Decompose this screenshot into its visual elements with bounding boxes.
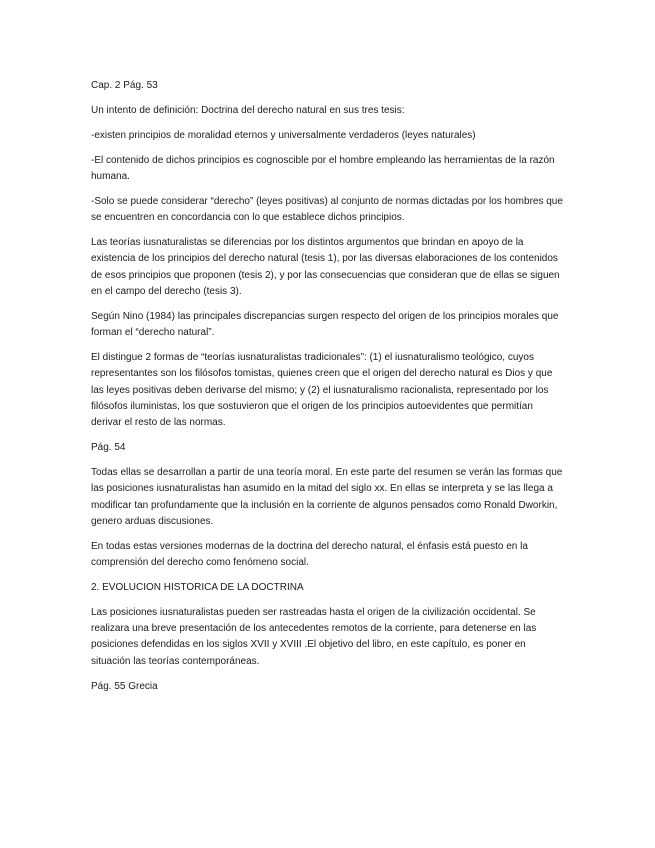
- thesis-2: -El contenido de dichos principios es cognoscible por el hombre empleando las herramientas de la razón humana.: [91, 154, 555, 182]
- page-heading-55: Pág. 55 Grecia: [91, 680, 158, 692]
- section-heading-historical-evolution: 2. EVOLUCION HISTORICA DE LA DOCTRINA: [91, 581, 304, 593]
- paragraph-moral-theory: Todas ellas se desarrollan a partir de una teoría moral. En este parte del resumen se verán las formas que las posiciones iusnaturalistas han asumido en la mitad del siglo xx. En ellas se interpreta y se las llega a modificar tan profundamente que la inclusión en la corriente de algunos pensados como Ronald Dworkin, genero arduas discusiones.: [91, 466, 563, 527]
- definition-intro: Un intento de definición: Doctrina del derecho natural en sus tres tesis:: [91, 104, 405, 116]
- paragraph-theories-differences: Las teorías iusnaturalistas se diferencias por los distintos argumentos que brindan en apoyo de la existencia de los principios del derecho natural (tesis 1), por las diversas elaboraciones de los contenidos de esos principios que proponen (tesis 2), y por las consecuencias que consideran que de ellas se siguen en el campo del derecho (tesis 3).: [91, 237, 560, 297]
- paragraph-origins: Las posiciones iusnaturalistas pueden ser rastreadas hasta el origen de la civilización occidental. Se realizara una breve presentación de los antecedentes remotos de la corriente, para detenerse en las posiciones defendidas en los siglos XVII y XVIII .El objetivo del libro, en este capítulo, es poner en situación las teorías contemporáneas.: [91, 606, 537, 667]
- thesis-3: -Solo se puede considerar “derecho” (leyes positivas) al conjunto de normas dictadas por los hombres que se encuentren en concordancia con lo que establece dichos principios.: [91, 195, 563, 224]
- thesis-1: -existen principios de moralidad eternos y universalmente verdaderos (leyes naturales): [91, 129, 476, 141]
- page-heading-54: Pág. 54: [91, 442, 126, 454]
- page-heading-53: Cap. 2 Pág. 53: [91, 80, 158, 91]
- paragraph-traditional-theories: El distingue 2 formas de “teorías iusnaturalistas tradicionales”: (1) el iusnaturalismo teológico, cuyos representantes son los filósofos tomistas, quienes creen que el origen del derecho natural es Dios y que las leyes positivas deben derivarse del mismo; y (2) el iusnaturalismo racionalista, representado por los filósofos iluministas, los que sostuvieron que el origen de los principios autoevidentes que permitían derivar el resto de las normas.: [91, 352, 553, 429]
- document-body: [91, 78, 566, 704]
- paragraph-modern-versions: En todas estas versiones modernas de la doctrina del derecho natural, el énfasis está puesto en la comprensión del derecho como fenómeno social.: [91, 540, 528, 569]
- paragraph-nino: Según Nino (1984) las principales discrepancias surgen respecto del origen de los principios morales que forman el “derecho natural”.: [91, 310, 559, 339]
